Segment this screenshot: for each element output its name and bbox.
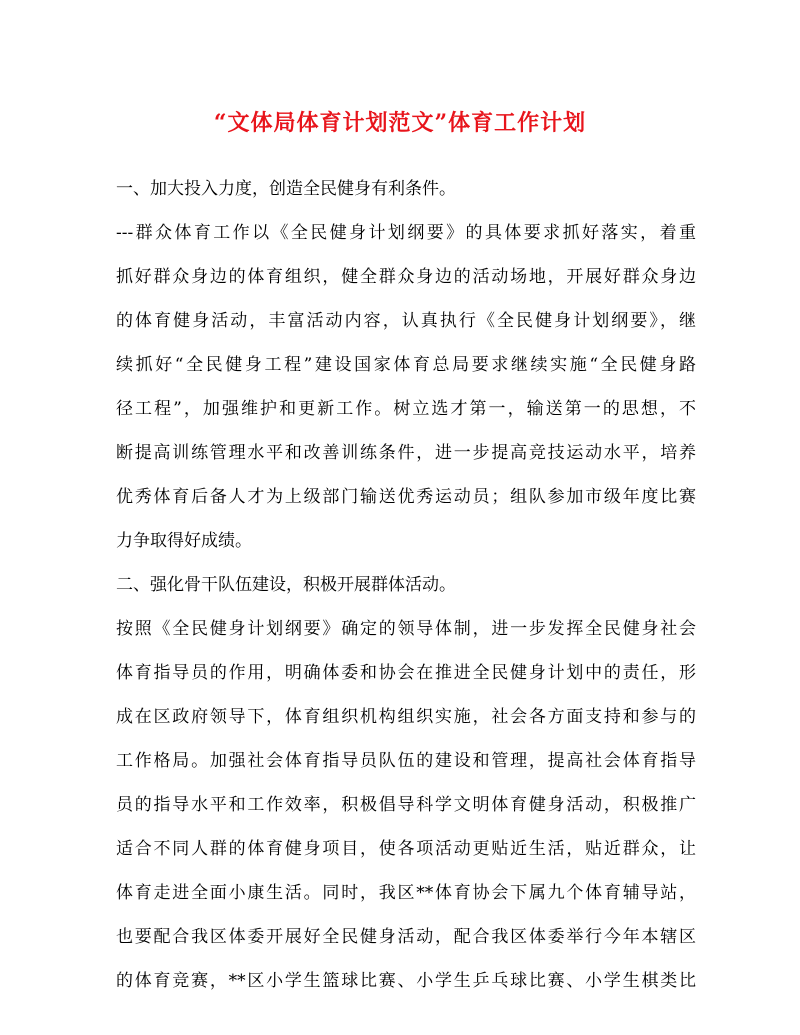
- paragraph-line: 体育走进全面小康生活。同时，我区**体育协会下属九个体育辅导站，: [116, 883, 696, 903]
- paragraph-line: 适合不同人群的体育健身项目，使各项活动更贴近生活，贴近群众，让: [116, 839, 696, 859]
- paragraph-line: 员的指导水平和工作效率，积极倡导科学文明体育健身活动，积极推广: [116, 795, 696, 815]
- paragraph-line: 抓好群众身边的体育组织，健全群众身边的活动场地，开展好群众身边: [116, 267, 696, 287]
- paragraph-line: 按照《全民健身计划纲要》确定的领导体制，进一步发挥全民健身社会: [116, 619, 696, 639]
- paragraph-line: 断提高训练管理水平和改善训练条件，进一步提高竞技运动水平，培养: [116, 443, 696, 463]
- section-heading-1: 一、加大投入力度，创造全民健身有利条件。: [116, 179, 456, 199]
- paragraph-line: ---群众体育工作以《全民健身计划纲要》的具体要求抓好落实，着重: [116, 223, 696, 243]
- paragraph-line: 径工程”，加强维护和更新工作。树立选才第一，输送第一的思想，不: [116, 399, 696, 419]
- paragraph-line: 成在区政府领导下，体育组织机构组织实施，社会各方面支持和参与的: [116, 707, 696, 727]
- paragraph-line: 工作格局。加强社会体育指导员队伍的建设和管理，提高社会体育指导: [116, 751, 696, 771]
- paragraph-line: 的体育健身活动，丰富活动内容，认真执行《全民健身计划纲要》，继: [116, 311, 696, 331]
- document-title: “文体局体育计划范文”体育工作计划: [213, 110, 587, 136]
- paragraph-line: 续抓好“全民健身工程”建设国家体育总局要求继续实施“全民健身路: [116, 355, 696, 375]
- paragraph-line: 体育指导员的作用，明确体委和协会在推进全民健身计划中的责任，形: [116, 663, 696, 683]
- paragraph-line: 的体育竞赛，**区小学生篮球比赛、小学生乒乓球比赛、小学生棋类比: [116, 971, 696, 991]
- paragraph-line: 优秀体育后备人才为上级部门输送优秀运动员；组队参加市级年度比赛: [116, 487, 696, 507]
- paragraph-line: 力争取得好成绩。: [116, 531, 252, 551]
- paragraph-line: 也要配合我区体委开展好全民健身活动，配合我区体委举行今年本辖区: [116, 927, 696, 947]
- section-heading-2: 二、强化骨干队伍建设，积极开展群体活动。: [116, 575, 456, 595]
